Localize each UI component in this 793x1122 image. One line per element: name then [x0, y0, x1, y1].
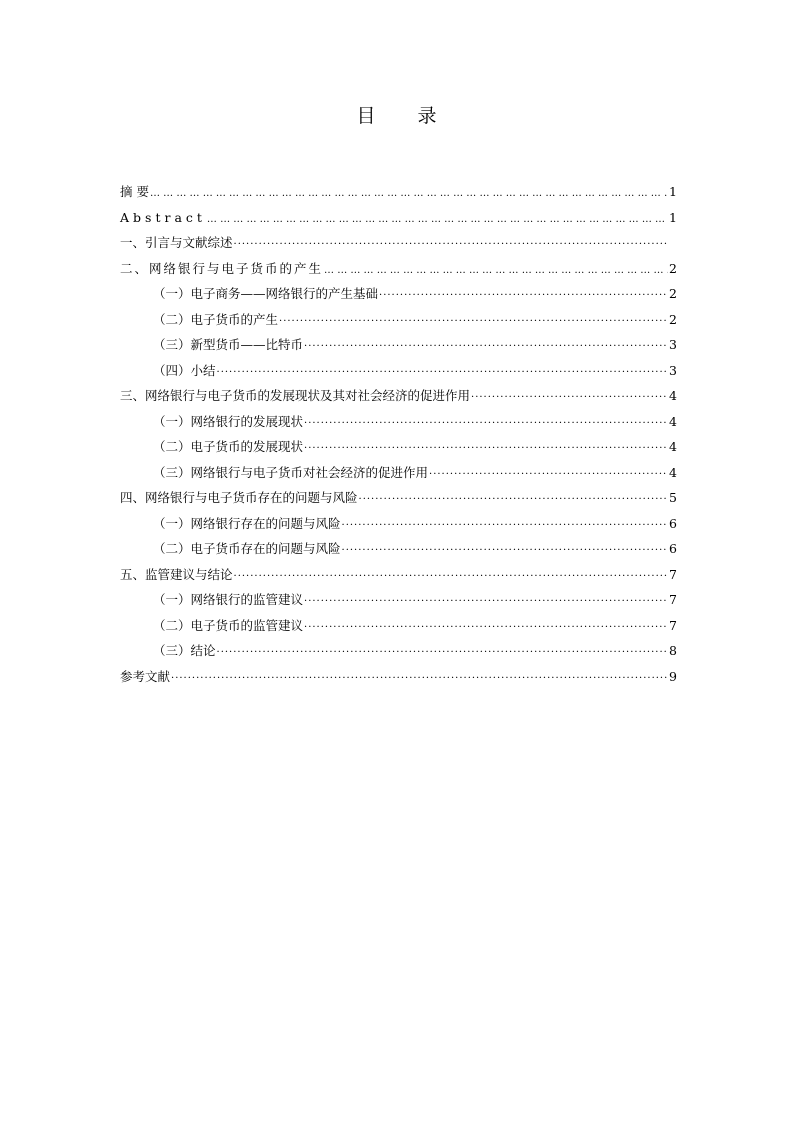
toc-page-number: 9 [669, 668, 677, 684]
toc-entry-label: （二）电子货币的发展现状 [153, 439, 304, 454]
toc-page-number: 6 [669, 515, 677, 531]
toc-entry-label: （三）结论 [153, 643, 216, 658]
toc-entry-section-2-2[interactable] [120, 311, 677, 337]
toc-page-number: 1 [669, 184, 677, 199]
toc-entry-label: 二、网络银行与电子货币的产生 [120, 260, 324, 276]
toc-entry-chapter-2[interactable] [120, 260, 677, 286]
toc-page-number: 2 [669, 260, 677, 276]
toc-entry-abstract-en[interactable] [120, 209, 677, 235]
toc-page-number: 3 [669, 337, 677, 352]
toc-dot-leader [234, 236, 668, 254]
toc-page-number: 1 [669, 209, 677, 225]
toc-dot-leader [429, 466, 668, 484]
toc-dot-leader [304, 440, 668, 458]
toc-page-number: 4 [669, 388, 677, 403]
toc-entry-section-2-1[interactable] [120, 285, 677, 311]
toc-dot-leader [304, 593, 668, 611]
toc-page-number: 7 [669, 617, 677, 633]
toc-page-number: 5 [669, 490, 677, 505]
toc-entry-section-3-2[interactable] [120, 438, 677, 464]
toc-page-number: 3 [669, 362, 677, 378]
toc-dot-leader [279, 313, 668, 331]
toc-entry-label: （一）网络银行的发展现状 [153, 413, 304, 429]
toc-entry-label: （二）电子货币存在的问题与风险 [153, 541, 341, 556]
toc-entry-section-3-3[interactable] [120, 464, 677, 490]
toc-entry-label: 四、网络银行与电子货币存在的问题与风险 [120, 490, 358, 505]
toc-entry-label: 三、网络银行与电子货币的发展现状及其对社会经济的促进作用 [120, 388, 471, 403]
toc-entry-label: 一、引言与文献综述 [120, 235, 233, 250]
toc-entry-section-3-1[interactable] [120, 413, 677, 439]
toc-entry-section-4-1[interactable] [120, 515, 677, 541]
toc-entry-label: （二）电子货币的产生 [153, 311, 279, 327]
toc-dot-leader [150, 185, 668, 203]
toc-page-number: 4 [669, 413, 677, 429]
toc-page-number: 7 [669, 566, 677, 582]
toc-dot-leader [207, 211, 668, 229]
toc-entry-chapter-1[interactable] [120, 234, 677, 260]
toc-entry-label: （三）新型货币——比特币 [153, 337, 304, 352]
toc-page-number: 7 [669, 592, 677, 607]
toc-entry-label: （一）电子商务——网络银行的产生基础 [153, 286, 379, 301]
toc-entry-chapter-3[interactable] [120, 387, 677, 413]
toc-dot-leader [171, 670, 668, 688]
toc-dot-leader [359, 491, 668, 509]
toc-entry-section-2-4[interactable] [120, 362, 677, 388]
toc-entry-chapter-5[interactable] [120, 566, 677, 592]
toc-entry-section-2-3[interactable] [120, 336, 677, 362]
toc-entry-label: 参考文献 [120, 668, 171, 684]
toc-entry-references[interactable] [120, 668, 677, 694]
toc-page-number: 8 [669, 643, 677, 658]
toc-entry-label: （一）网络银行的监管建议 [153, 592, 304, 607]
toc-page-number: 6 [669, 541, 677, 556]
toc-entry-section-4-2[interactable] [120, 540, 677, 566]
toc-page-number: 4 [669, 464, 677, 480]
toc-entry-label: 摘 要 [120, 184, 149, 199]
toc-entry-label: （四）小结 [153, 362, 216, 378]
toc-dot-leader [304, 338, 668, 356]
toc-entry-label: （三）网络银行与电子货币对社会经济的促进作用 [153, 464, 429, 480]
toc-entry-label: （一）网络银行存在的问题与风险 [153, 515, 341, 531]
toc-entry-label: 五、监管建议与结论 [120, 566, 233, 582]
page-title: 目 录 [356, 105, 455, 127]
toc-dot-leader [471, 389, 668, 407]
toc-dot-leader [379, 287, 668, 305]
toc-page-number: 2 [669, 286, 677, 301]
toc-dot-leader [342, 542, 668, 560]
toc-dot-leader [217, 644, 668, 662]
toc-dot-leader [342, 517, 668, 535]
toc-entry-label: （二）电子货币的监管建议 [153, 617, 304, 633]
table-of-contents [120, 183, 677, 693]
toc-dot-leader [304, 415, 668, 433]
toc-dot-leader [217, 364, 668, 382]
toc-entry-abstract-cn[interactable] [120, 183, 677, 209]
toc-dot-leader [234, 568, 668, 586]
toc-page-number: 4 [669, 439, 677, 454]
toc-dot-leader [324, 262, 668, 280]
toc-page-number: 2 [669, 311, 677, 327]
toc-entry-chapter-4[interactable] [120, 489, 677, 515]
toc-dot-leader [304, 619, 668, 637]
toc-entry-section-5-2[interactable] [120, 617, 677, 643]
toc-entry-section-5-3[interactable] [120, 642, 677, 668]
toc-entry-label: Abstract [120, 209, 206, 225]
toc-entry-section-5-1[interactable] [120, 591, 677, 617]
